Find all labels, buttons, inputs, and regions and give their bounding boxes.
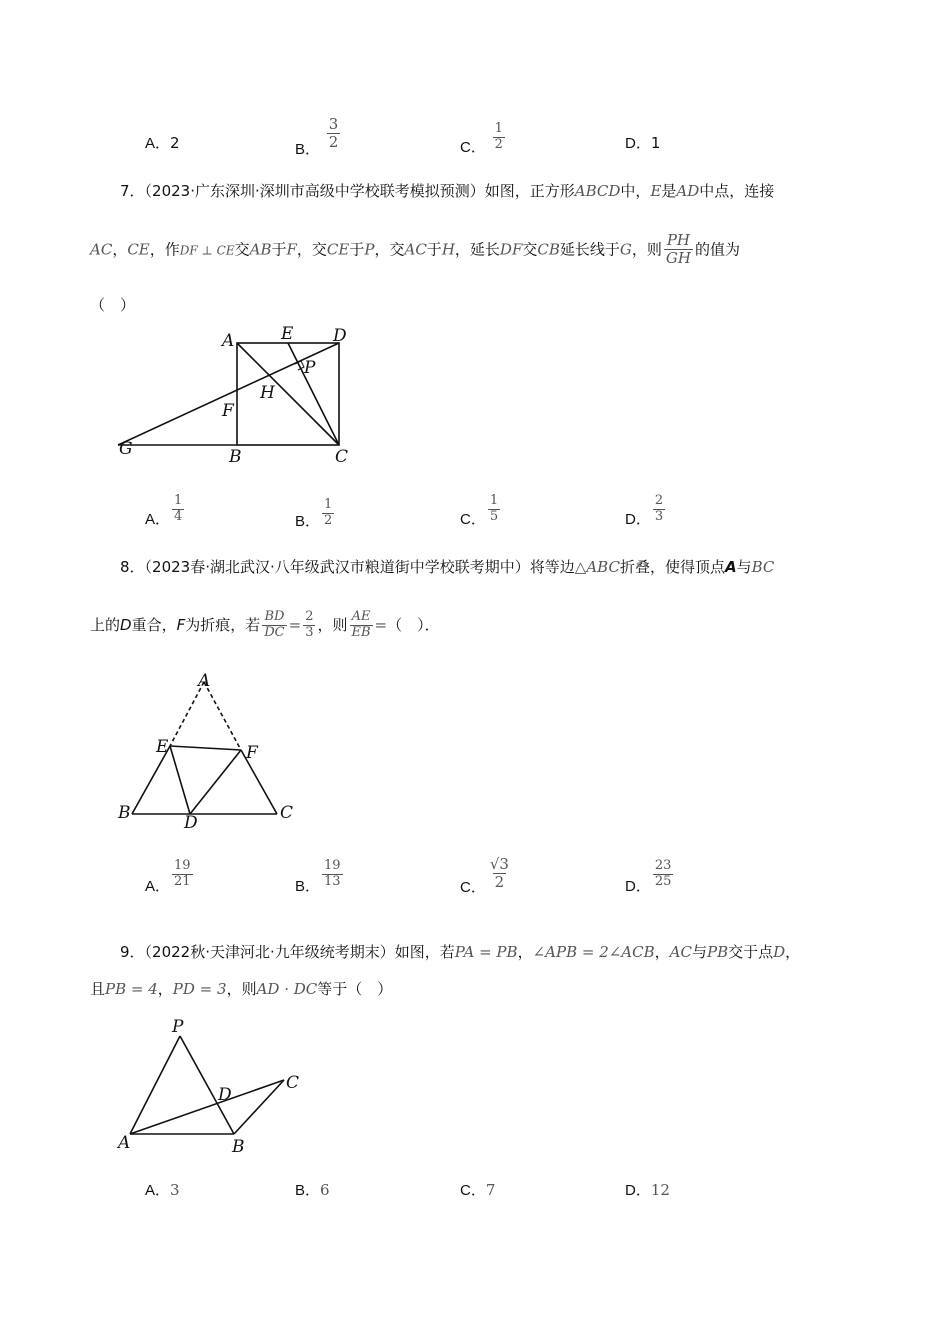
question-source: （2023·广东深圳·深圳市高级中学校联考模拟预测） [144, 182, 485, 200]
dashed-ae [170, 682, 204, 746]
q9-figure [110, 1016, 330, 1161]
segment-ef [170, 746, 241, 750]
option-fraction: $\frac{3}{2}$ [328, 115, 339, 152]
label-p: P [304, 358, 316, 378]
segment-ac [237, 343, 339, 445]
label-a: A [118, 1133, 131, 1153]
q9-line1: 9．（2022秋·天津河北·九年级统考期末）如图，若PA = PB，∠APB = 2∠ACB，AC与PB交于点D， [120, 943, 801, 961]
q8-option-c: C． $\frac{√3}{2}$ [460, 855, 509, 897]
q9-option-d: D．12 [625, 1181, 670, 1199]
option-label: D． [625, 135, 651, 152]
label-p: P [172, 1017, 184, 1037]
question-number: 7． [120, 182, 145, 200]
question-number: 9． [120, 943, 145, 961]
label-a: A [198, 671, 211, 691]
label-f: F [246, 743, 258, 763]
label-c: C [280, 803, 294, 823]
q7-line2: AC，CE，作DF ⊥ CE交AB于F，交CE于P，交AC于H，延长DF交CB延长线于G，则 $\frac{PH}{GH}$ 的值为 [90, 231, 740, 268]
q7-option-d: D． $\frac{2}{3}$ [625, 493, 664, 528]
q9-option-a: A．3 [145, 1181, 180, 1199]
label-b: B [232, 1137, 245, 1157]
option-value: 1 [650, 134, 661, 152]
q8-line2: 上的D重合，F为折痕，若 $\frac{BD}{DC}$ = $\frac{2}{3}$ ，则 $\frac{AE}{EB}$ =（ ）． [90, 609, 440, 640]
q7-paren: （ ） [90, 296, 136, 314]
label-f: F [222, 401, 234, 421]
q6-option-c [460, 121, 507, 156]
label-d: D [333, 326, 347, 346]
q6-option-b [295, 115, 342, 159]
q7-figure [110, 322, 370, 467]
q7-line1: 7．（2023·广东深圳·深圳市高级中学校联考模拟预测）如图，正方形ABCD中，E是AD中点，连接 [120, 182, 775, 200]
q9-line2: 且PB = 4，PD = 3，则AD · DC等于（ ） [90, 980, 393, 998]
q6-option-a [145, 132, 180, 153]
option-fraction: $\frac{1}{2}$ [494, 121, 503, 152]
segment-ed [170, 746, 190, 814]
label-c: C [335, 447, 349, 467]
label-c: C [286, 1073, 300, 1093]
q6-option-d [625, 132, 660, 153]
label-b: B [118, 803, 131, 823]
q8-line1: 8．（2023春·湖北武汉·八年级武汉市粮道街中学校联考期中）将等边△ABC折叠，使得顶点A与BC [120, 558, 775, 576]
label-e: E [281, 324, 294, 344]
q8-figure [110, 668, 310, 830]
label-d: D [218, 1085, 232, 1105]
label-e: E [156, 737, 169, 757]
option-label: A． [145, 135, 171, 152]
q7-option-c: C． $\frac{1}{5}$ [460, 493, 499, 528]
dashed-af [204, 682, 241, 750]
q8-option-a: A． $\frac{19}{21}$ [145, 858, 191, 895]
question-source: （2022秋·天津河北·九年级统考期末） [144, 943, 395, 961]
option-label: C． [460, 138, 486, 156]
label-g: G [119, 439, 133, 459]
q7-option-b: B． $\frac{1}{2}$ [295, 497, 333, 530]
option-label: B． [295, 141, 321, 159]
q7-option-a: A． $\frac{1}{4}$ [145, 493, 183, 528]
q8-option-d: D． $\frac{23}{25}$ [625, 858, 672, 895]
option-value: 2 [170, 134, 180, 152]
label-h: H [260, 383, 275, 403]
question-number: 8． [120, 558, 145, 576]
label-a: A [222, 331, 235, 351]
fraction-ph-gh: $\frac{PH}{GH}$ [665, 231, 691, 268]
q9-option-b: B．6 [295, 1181, 330, 1199]
question-source: （2023春·湖北武汉·八年级武汉市粮道街中学校联考期中） [144, 558, 530, 576]
segment-fd [190, 750, 241, 814]
label-b: B [229, 447, 242, 467]
q8-option-b: B． $\frac{19}{13}$ [295, 858, 341, 895]
label-d: D [184, 813, 198, 830]
q9-option-c: C．7 [460, 1181, 496, 1199]
